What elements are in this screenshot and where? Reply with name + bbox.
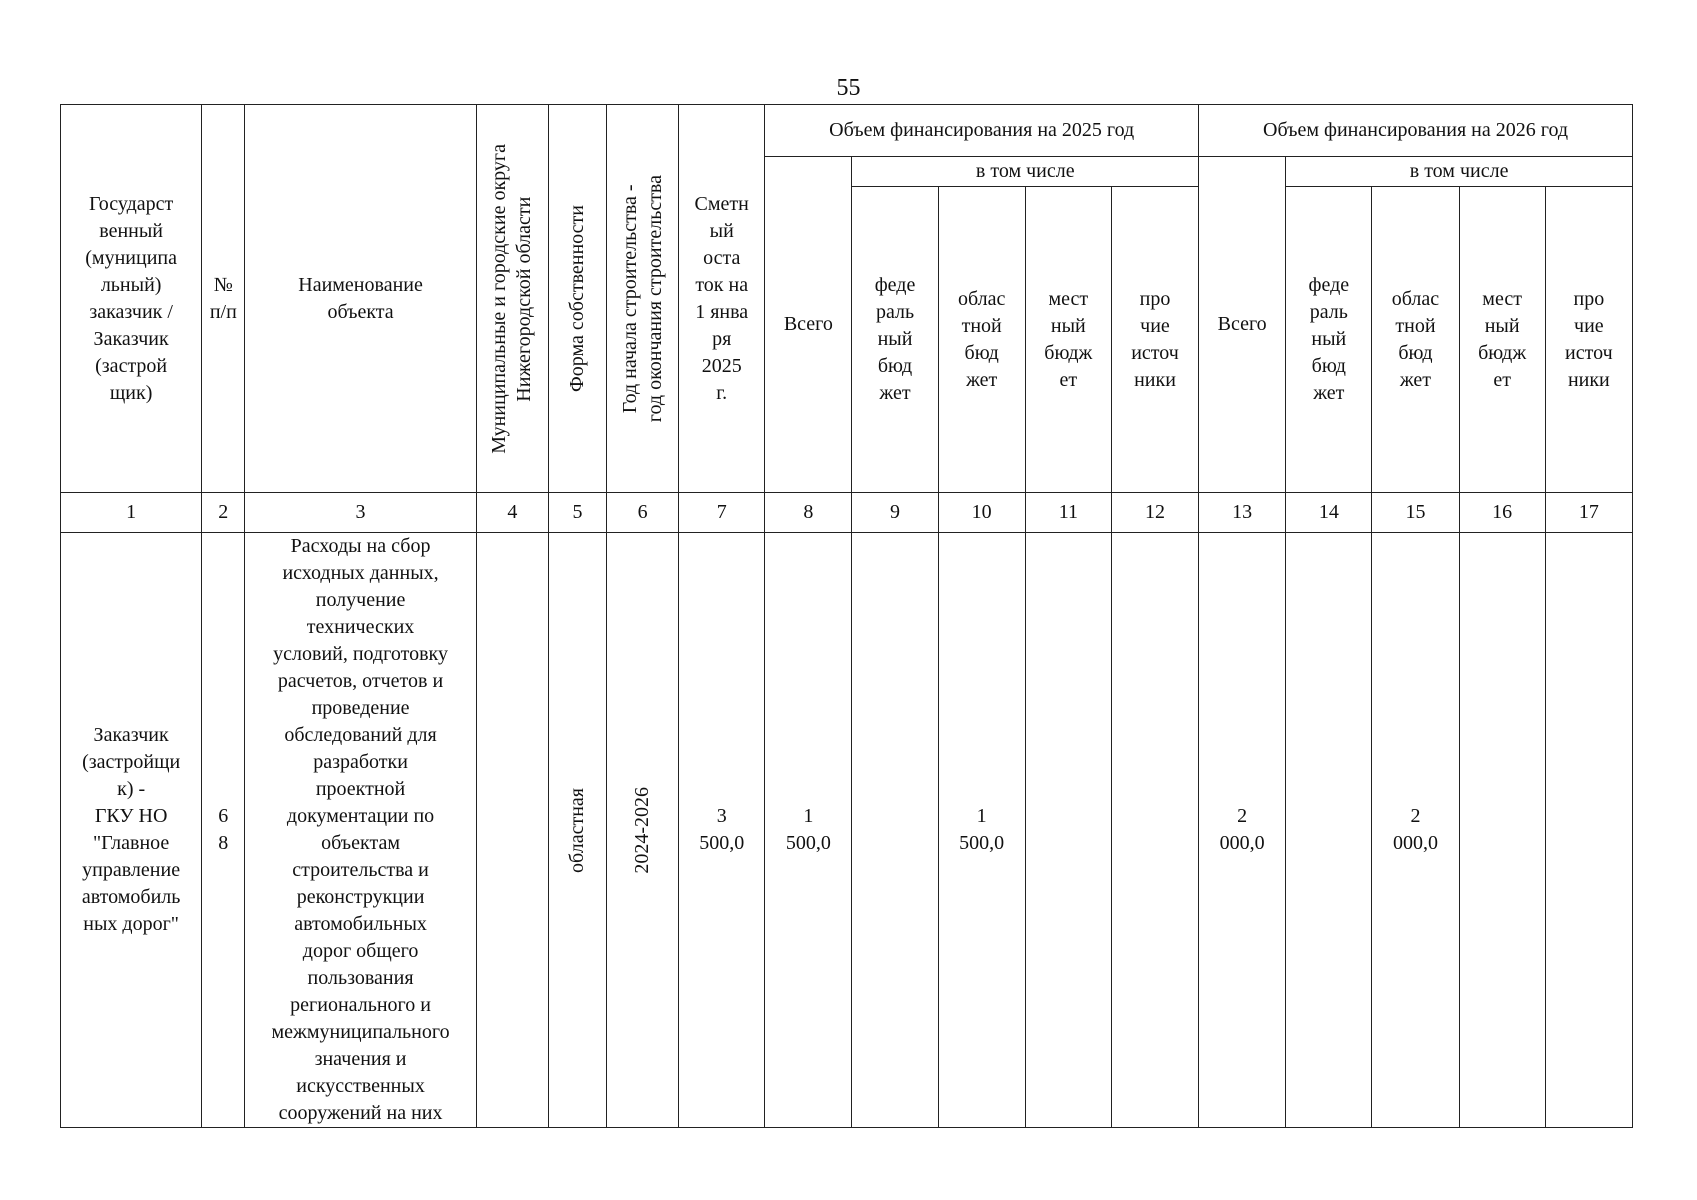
table-row — [61, 533, 1633, 1128]
column-number: 9 — [852, 493, 938, 533]
header-federal-2025: феде раль ный бюд жет — [852, 187, 938, 493]
header-object-name: Наименование объекта — [245, 105, 476, 493]
header-regional-2026: облас тной бюд жет — [1372, 187, 1459, 493]
header-estimated-balance: Сметн ый оста ток на 1 янва ря 2025 г. — [679, 105, 765, 493]
cell-customer: Заказчик (застройщи к) - ГКУ НО "Главное управление автомобиль ных дорог" — [61, 533, 202, 1128]
column-number: 13 — [1199, 493, 1286, 533]
cell-federal-2025 — [852, 533, 938, 1128]
cell-regional-2025: 1 500,0 — [938, 533, 1025, 1128]
cell-other-2026 — [1545, 533, 1632, 1128]
header-other-2025: про чие источ ники — [1111, 187, 1198, 493]
header-funding-2025: Объем финансирования на 2025 год — [765, 105, 1199, 157]
header-construction-years: Год начала строительства - год окончания строительства — [607, 105, 679, 493]
header-regional-2025: облас тной бюд жет — [938, 187, 1025, 493]
header-funding-2026: Объем финансирования на 2026 год — [1199, 105, 1633, 157]
cell-total-2026: 2 000,0 — [1199, 533, 1286, 1128]
cell-estimated-balance: 3 500,0 — [679, 533, 765, 1128]
cell-number: 6 8 — [202, 533, 245, 1128]
header-municipal-districts: Муниципальные и городские округа Нижегородской области — [476, 105, 548, 493]
cell-local-2026 — [1459, 533, 1545, 1128]
column-number: 5 — [548, 493, 606, 533]
header-including-2026: в том числе — [1286, 157, 1633, 187]
column-number: 11 — [1025, 493, 1111, 533]
header-local-2025: мест ный бюдж ет — [1025, 187, 1111, 493]
cell-regional-2026: 2 000,0 — [1372, 533, 1459, 1128]
column-number: 16 — [1459, 493, 1545, 533]
financing-table — [60, 104, 1633, 1128]
column-number: 15 — [1372, 493, 1459, 533]
header-federal-2026: феде раль ный бюд жет — [1286, 187, 1372, 493]
cell-federal-2026 — [1286, 533, 1372, 1128]
column-number: 2 — [202, 493, 245, 533]
header-including-2025: в том числе — [852, 157, 1199, 187]
cell-municipal-district — [476, 533, 548, 1128]
column-number: 6 — [607, 493, 679, 533]
column-number: 7 — [679, 493, 765, 533]
header-other-2026: про чие источ ники — [1545, 187, 1632, 493]
cell-ownership-form: областная — [548, 533, 606, 1128]
column-numbers-row — [61, 493, 1633, 533]
column-number: 10 — [938, 493, 1025, 533]
column-number: 1 — [61, 493, 202, 533]
cell-other-2025 — [1111, 533, 1198, 1128]
header-ownership-form: Форма собственности — [548, 105, 606, 493]
cell-object-name: Расходы на сбор исходных данных, получение технических условий, подготовку расчетов, отчетов и проведение обследований для разработки проектной документации по объектам строительства и реконструкции автомобильных дорог общего пользования регионального и межмуниципального значения и искусственных сооружений на них — [245, 533, 476, 1128]
cell-local-2025 — [1025, 533, 1111, 1128]
header-total-2025: Всего — [765, 157, 852, 493]
column-number: 4 — [476, 493, 548, 533]
header-customer: Государст венный (муниципа льный) заказчик / Заказчик (застрой щик) — [61, 105, 202, 493]
column-number: 3 — [245, 493, 476, 533]
header-number: № п/п — [202, 105, 245, 493]
column-number: 17 — [1545, 493, 1632, 533]
page-number: 55 — [836, 75, 861, 101]
column-number: 14 — [1286, 493, 1372, 533]
cell-construction-years: 2024-2026 — [607, 533, 679, 1128]
column-number: 12 — [1111, 493, 1198, 533]
header-total-2026: Всего — [1199, 157, 1286, 493]
cell-total-2025: 1 500,0 — [765, 533, 852, 1128]
header-row-1 — [61, 105, 1633, 157]
column-number: 8 — [765, 493, 852, 533]
header-local-2026: мест ный бюдж ет — [1459, 187, 1545, 493]
